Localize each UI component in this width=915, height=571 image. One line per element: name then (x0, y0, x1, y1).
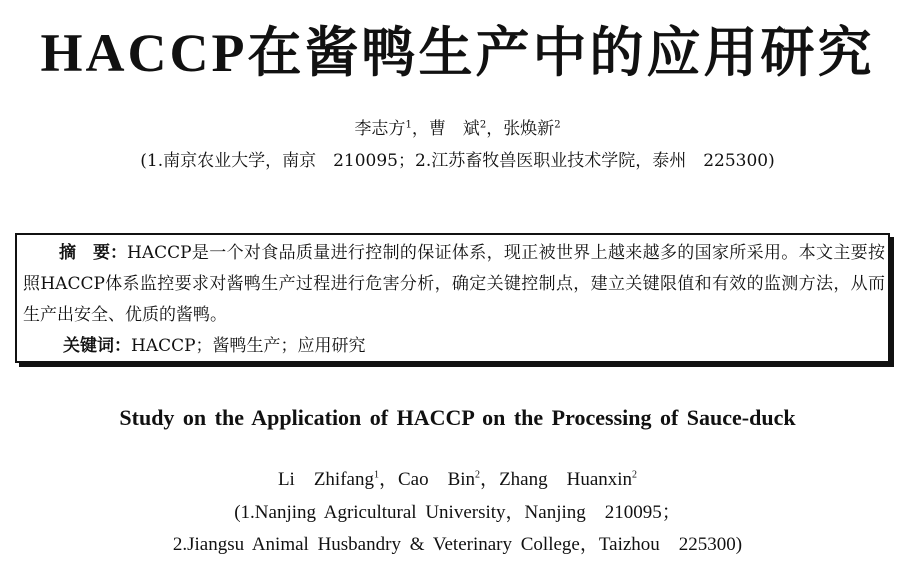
author-separator: ， (480, 469, 500, 490)
abstract (23, 238, 885, 331)
author-name: Zhang Huanxin (499, 469, 633, 490)
paper-title-cn: HACCP在酱鸭生产中的应用研究 (40, 23, 875, 83)
abstract-body: HACCP是一个对食品质量进行控制的保证体系，现正被世界上越来越多的国家所采用。本文主要按照HACCP体系监控要求对酱鸭生产过程进行危害分析，确定关键控制点，建立关键限值和有效的监测方法，从而生产出安全、优质的酱鸭。 (23, 243, 885, 325)
keywords (23, 332, 883, 360)
keywords-label: 关键词： (63, 336, 131, 356)
affiliation-marker: 2 (475, 469, 481, 481)
author-list-en (0, 468, 915, 492)
author-list-cn (0, 118, 915, 140)
affiliation-marker: 2 (632, 469, 638, 481)
abstract-box (15, 233, 890, 363)
author-name: 曹 斌 (428, 119, 480, 139)
author-separator: ， (411, 119, 429, 139)
affiliations-en-line-1: (1.Nanjing Agricultural University，Nanjing 210095； (234, 502, 681, 523)
keywords-body: HACCP；酱鸭生产；应用研究 (131, 336, 366, 356)
author-separator: ， (378, 469, 398, 490)
author-separator: ， (486, 119, 504, 139)
affiliations-cn: (1.南京农业大学，南京 210095；2.江苏畜牧兽医职业技术学院，泰州 225300) (140, 151, 775, 171)
affiliation-marker: 2 (554, 119, 561, 131)
author-name: 张焕新 (503, 119, 555, 139)
author-name: Cao Bin (397, 469, 476, 490)
paper-title-en: Study on the Application of HACCP on the Processing of Sauce-duck (119, 405, 796, 430)
author-name: Li Zhifang (277, 469, 374, 490)
affiliations-en-line-2: 2.Jiangsu Animal Husbandry & Veterinary College，Taizhou 225300) (172, 534, 743, 555)
affiliation-marker: 2 (479, 119, 487, 131)
affiliation-marker: 1 (373, 469, 379, 481)
affiliation-marker: 1 (405, 119, 412, 131)
abstract-label: 摘 要： (59, 243, 127, 263)
author-name: 李志方 (354, 119, 406, 139)
